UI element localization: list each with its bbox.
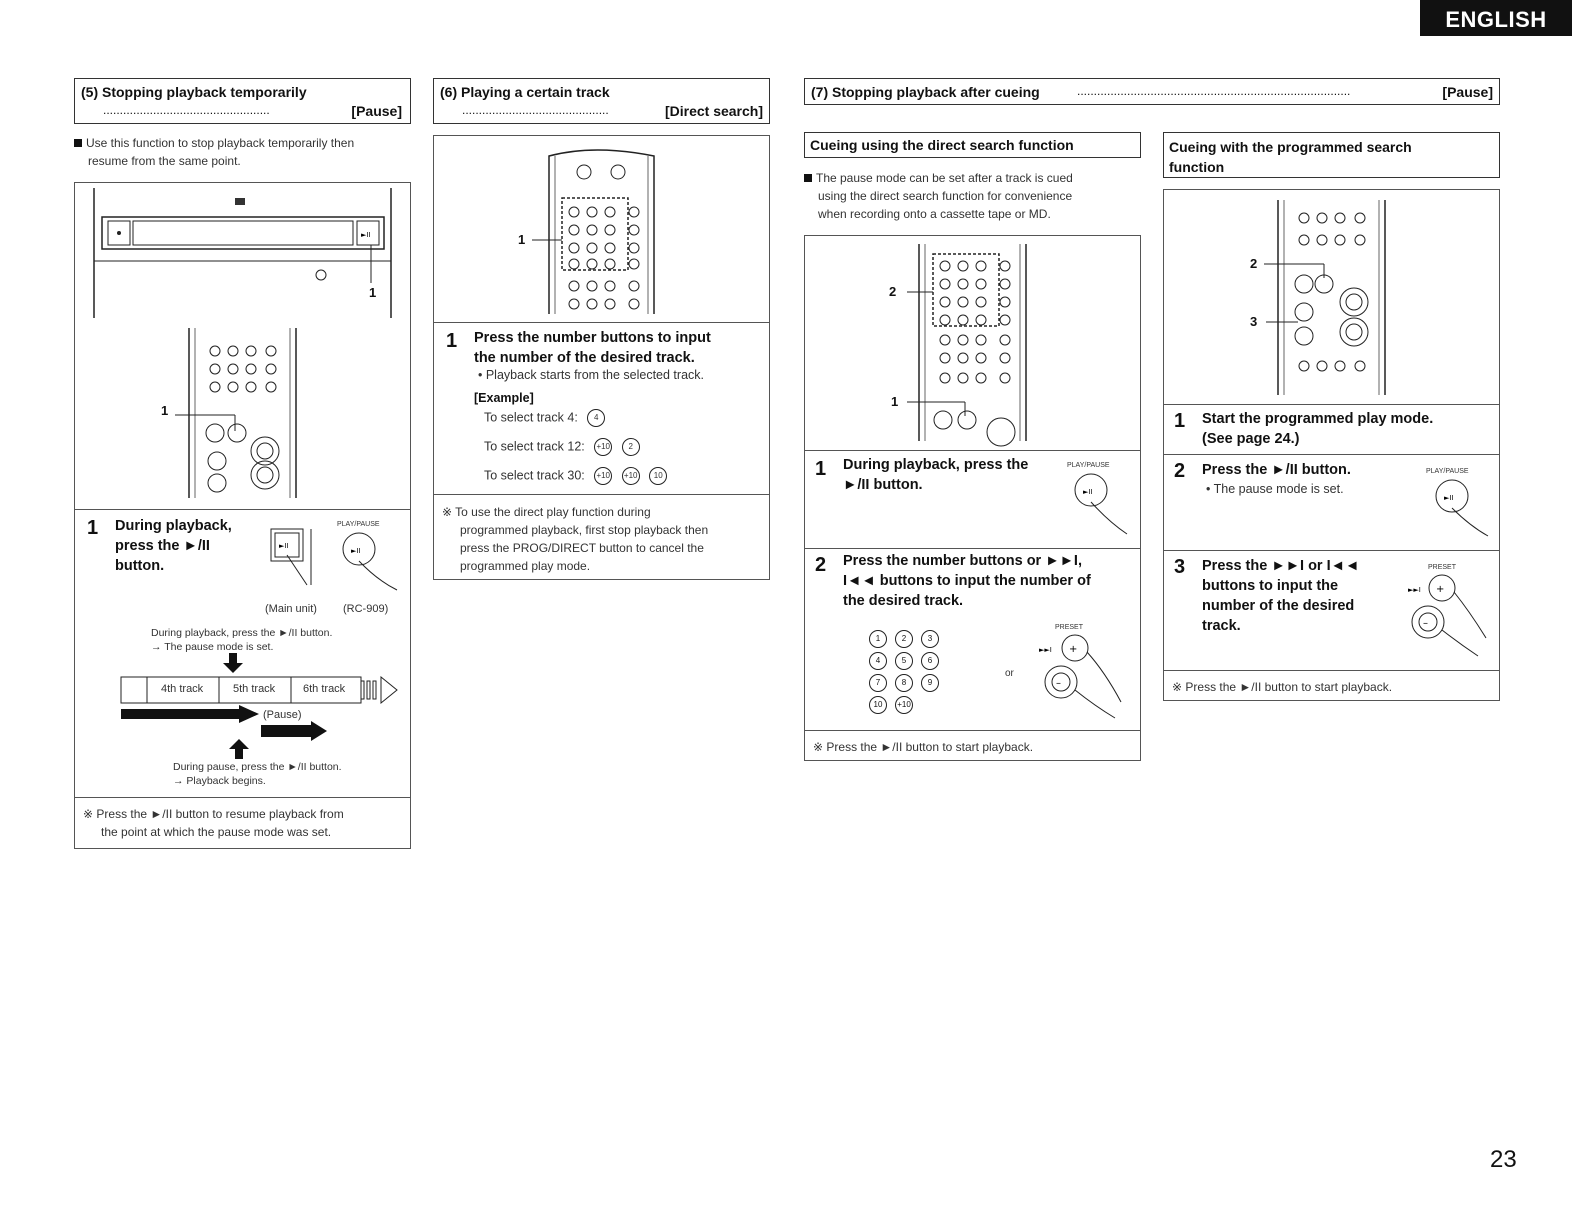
step-instruction: Press the ►/II button. (1202, 462, 1351, 478)
callout-number: 1 (891, 394, 899, 409)
pause-label: (Pause) (263, 709, 302, 721)
callout-number: 1 (369, 285, 377, 300)
track-cell: 6th track (303, 683, 346, 695)
svg-text:►II: ►II (351, 547, 361, 555)
number-button-icon: 2 (895, 630, 913, 648)
diagram-caption: During playback, press the ►/II button. (151, 627, 333, 639)
diagram-caption: → The pause mode is set. (151, 641, 274, 653)
svg-text:►II: ►II (1444, 494, 1454, 502)
step-number: 1 (87, 517, 99, 539)
language-tab: ENGLISH (1420, 0, 1572, 36)
number-button-icon: 4 (869, 652, 887, 670)
step-instruction: Press the number buttons or ►►I, I◄◄ buttons to input the number of the desired track. (843, 553, 1091, 609)
section7-title: (7) Stopping playback after cueing (811, 84, 1040, 100)
number-button-icon: +10 (594, 467, 612, 485)
step-number: 2 (815, 554, 827, 576)
example-label: [Example] (474, 391, 534, 405)
remote-illustration (1164, 190, 1501, 405)
play-pause-label: PLAY/PAUSE (337, 521, 380, 528)
number-button-icon: +10 (895, 696, 913, 714)
section5-header (74, 78, 411, 124)
svg-text:►II: ►II (1083, 488, 1093, 496)
number-button-icon: 7 (869, 674, 887, 692)
preset-skip-buttons-illustration (1035, 632, 1135, 724)
example-row: To select track 4: 4 (484, 409, 605, 427)
footnote: ※ Press the ►/II button to start playback. (1172, 680, 1393, 694)
preset-label: PRESET (1428, 564, 1457, 571)
play-pause-label: PLAY/PAUSE (1426, 468, 1469, 475)
step-instruction: During playback, press the ►/II button. (843, 457, 1029, 493)
number-button-icon: 4 (587, 409, 605, 427)
number-button-icon: 1 (869, 630, 887, 648)
number-button-icon: 9 (921, 674, 939, 692)
svg-text:►►I: ►►I (1039, 646, 1052, 654)
page-number: 23 (1490, 1146, 1517, 1173)
direct-search-intro: The pause mode can be set after a track is cued using the direct search function for convenience when recording onto a cassette tape or MD. (804, 169, 1144, 223)
step-number: 1 (446, 330, 458, 352)
track-cell: 4th track (161, 683, 204, 695)
footnote: ※ Press the ►/II button to resume playback from the point at which the pause mode was set. (83, 807, 344, 839)
callout-number: 2 (889, 284, 897, 299)
step-number: 1 (815, 458, 827, 480)
step-instruction: Start the programmed play mode. (See page 24.) (1202, 411, 1434, 447)
section5-panel (74, 182, 411, 849)
number-button-icon: 6 (921, 652, 939, 670)
bullet-square-icon (804, 174, 812, 182)
section5-intro: Use this function to stop playback temporarily then resume from the same point. (74, 134, 414, 170)
svg-text:–: – (1423, 618, 1428, 629)
step-number: 3 (1174, 556, 1186, 578)
track-cell: 5th track (233, 683, 276, 695)
main-unit-label: (Main unit) (265, 603, 317, 615)
play-pause-button-illustration (1426, 478, 1496, 540)
step-number: 2 (1174, 460, 1186, 482)
step-bullet: • The pause mode is set. (1206, 482, 1344, 496)
callout-number: 1 (518, 232, 526, 247)
section5-tag: [Pause] (351, 103, 402, 119)
remote-illustration (434, 136, 771, 324)
preset-skip-buttons-illustration (1404, 572, 1498, 664)
svg-text:+: + (1436, 584, 1445, 595)
section6-title: (6) Playing a certain track (440, 84, 610, 100)
or-label: or (1005, 668, 1014, 679)
section6-tag: [Direct search] (664, 103, 763, 119)
remote-model-label: (RC-909) (343, 603, 389, 615)
section6-header (433, 78, 770, 124)
callout-number: 2 (1250, 256, 1258, 271)
svg-text:►II: ►II (279, 542, 289, 550)
track-diagram (115, 653, 410, 763)
section7-header (804, 78, 1500, 105)
number-button-icon: 10 (869, 696, 887, 714)
number-button-icon: +10 (594, 438, 612, 456)
svg-text:►►I: ►►I (1408, 586, 1421, 594)
diagram-caption: → Playback begins. (173, 775, 266, 787)
direct-search-panel (804, 235, 1141, 761)
preset-label: PRESET (1055, 624, 1084, 631)
example-row: To select track 30: +10 +10 10 (484, 467, 667, 485)
section6-panel (433, 135, 770, 580)
diagram-caption: During pause, press the ►/II button. (173, 761, 342, 773)
step-bullet: • Playback starts from the selected track. (478, 368, 704, 382)
direct-search-heading: Cueing using the direct search function (804, 132, 1141, 158)
number-button-icon: +10 (622, 467, 640, 485)
svg-text:–: – (1056, 678, 1061, 689)
number-button-icon: 3 (921, 630, 939, 648)
section7-tag: [Pause] (1442, 84, 1493, 100)
play-pause-button-illustration (1065, 472, 1135, 542)
example-row: To select track 12: +10 2 (484, 438, 640, 456)
number-button-grid (865, 628, 985, 716)
svg-text:+: + (1069, 644, 1078, 655)
remote-illustration (805, 236, 1142, 451)
step-instruction: Press the ►►I or I◄◄ buttons to input the number of the desired track. (1202, 558, 1360, 634)
programmed-search-panel (1163, 189, 1500, 701)
section6-dots: ............................................ (462, 103, 609, 117)
callout-number: 3 (1250, 314, 1258, 329)
callout-number: 1 (161, 403, 169, 418)
programmed-search-heading: Cueing with the programmed search function (1163, 132, 1500, 178)
number-button-icon: 10 (649, 467, 667, 485)
footnote: ※ To use the direct play function during programmed playback, first stop playback then press the PROG/DIRECT button to cancel the programmed play mode. (442, 505, 709, 573)
number-button-icon: 2 (622, 438, 640, 456)
play-pause-label: PLAY/PAUSE (1067, 462, 1110, 469)
svg-text:►II: ►II (361, 231, 371, 239)
number-button-icon: 5 (895, 652, 913, 670)
bullet-square-icon (74, 139, 82, 147)
step-instruction: During playback, press the ►/II button. (115, 518, 232, 574)
step-number: 1 (1174, 410, 1186, 432)
number-button-icon: 8 (895, 674, 913, 692)
footnote: ※ Press the ►/II button to start playback. (813, 740, 1034, 754)
section5-dots: .................................................. (103, 103, 270, 117)
section5-title: (5) Stopping playback temporarily (81, 84, 307, 100)
cd-player-illustration (75, 183, 412, 513)
step-instruction: Press the number buttons to input the number of the desired track. (474, 330, 711, 366)
play-pause-button-illustration (267, 525, 407, 595)
section7-dots: .................................................................................. (1077, 84, 1351, 98)
